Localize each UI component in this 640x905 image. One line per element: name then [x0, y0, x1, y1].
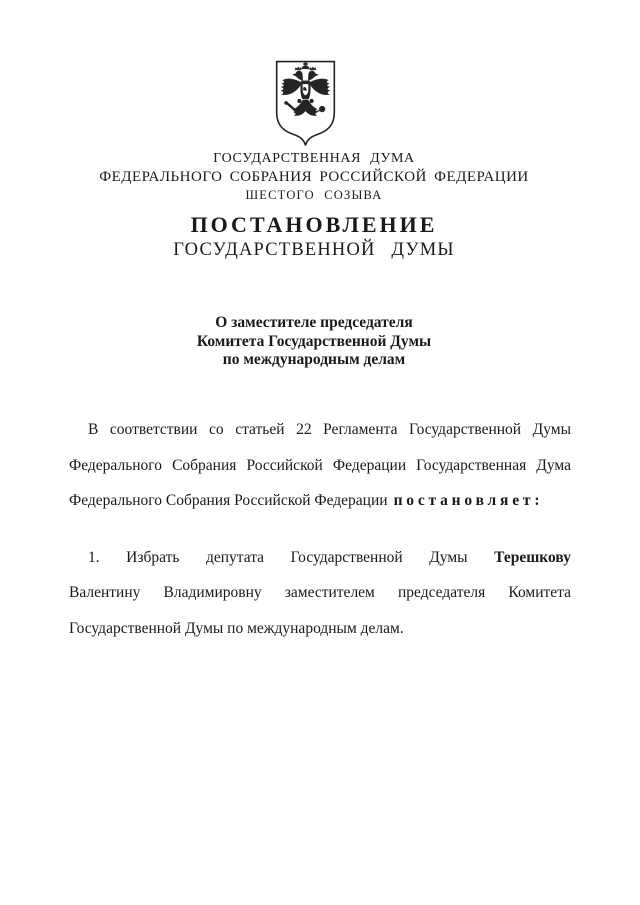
- org-name-line-2: ФЕДЕРАЛЬНОГО СОБРАНИЯ РОССИЙСКОЙ ФЕДЕРАЦИИ: [99, 169, 529, 185]
- body-line: В соответствии со статьей 22 Регламента Государственной Думы: [88, 421, 571, 438]
- deputy-surname-bold: Терешкову: [494, 548, 571, 566]
- document-type-title: ПОСТАНОВЛЕНИЕ: [190, 212, 438, 237]
- body-line: [69, 483, 571, 519]
- resolves-emphasis-text: постановляет: [393, 492, 535, 510]
- paragraph-preamble: [69, 412, 571, 519]
- document-title-block: [0, 211, 628, 263]
- org-name-line-1: ГОСУДАРСТВЕННАЯ ДУМА: [213, 151, 415, 166]
- body-line: [69, 540, 571, 576]
- document-subject-block: [0, 314, 628, 370]
- russia-coat-of-arms-icon: [272, 59, 339, 149]
- document-header: [0, 150, 628, 204]
- body-line: Валентину Владимировну заместителем председателя Комитета: [69, 584, 571, 602]
- body-text: 1. Избрать депутата Государственной Думы: [88, 548, 468, 566]
- body-line: Государственной Думы по международным делам.: [69, 619, 404, 637]
- subject-line-2: Комитета Государственной Думы: [196, 332, 432, 350]
- resolves-colon: :: [534, 492, 540, 510]
- subject-line-3: по международным делам: [222, 351, 406, 368]
- document-body: [69, 412, 571, 647]
- convocation-line: ШЕСТОГО СОЗЫВА: [245, 188, 383, 202]
- paragraph-resolution-item-1: [69, 540, 571, 647]
- document-issuer-title: ГОСУДАРСТВЕННОЙ ДУМЫ: [173, 240, 455, 260]
- body-text: Федерального Собрания Российской Федерации: [69, 492, 388, 510]
- body-line: Федерального Собрания Российской Федерации Государственная Дума: [69, 456, 571, 474]
- subject-line-1: О заместителе председателя: [215, 314, 413, 331]
